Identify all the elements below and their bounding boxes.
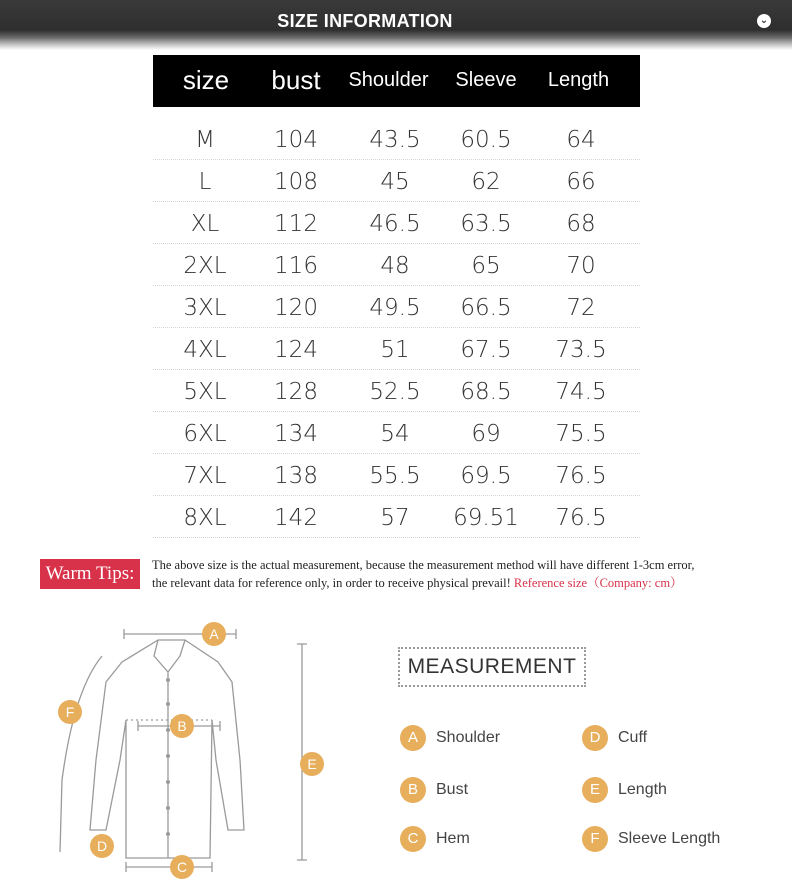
tips-line-1: The above size is the actual measurement, because the measurement method will have different 1-3cm error,: [152, 558, 695, 572]
warm-tips-text: [152, 556, 772, 592]
cell-length: 74.5: [555, 379, 607, 405]
warm-tips-badge: Warm Tips:: [40, 559, 140, 589]
cell-bust: 138: [274, 463, 318, 489]
column-header-length: Length: [547, 69, 610, 91]
table-row: [153, 454, 640, 496]
cell-shoulder: 43.5: [369, 127, 421, 153]
cell-shoulder: 57: [380, 505, 410, 531]
cell-size: 8XL: [183, 505, 227, 531]
cell-size: 3XL: [183, 295, 227, 321]
table-row: [153, 202, 640, 244]
size-table-body: [153, 118, 640, 538]
marker-e-letter: E: [307, 756, 317, 772]
cell-sleeve: 67.5: [460, 337, 512, 363]
table-row: [153, 370, 640, 412]
column-header-shoulder: Shoulder: [348, 69, 429, 91]
cell-bust: 128: [274, 379, 318, 405]
marker-a-letter: A: [209, 626, 219, 642]
cell-size: M: [195, 127, 215, 153]
cell-length: 66: [566, 169, 596, 195]
cell-size: 4XL: [183, 337, 227, 363]
table-row: [153, 328, 640, 370]
cell-sleeve: 66.5: [460, 295, 512, 321]
cell-shoulder: 45: [380, 169, 410, 195]
cell-bust: 120: [274, 295, 318, 321]
cell-length: 64: [566, 127, 596, 153]
marker-c-icon: C: [400, 826, 426, 852]
cell-length: 75.5: [555, 421, 607, 447]
legend-label: Sleeve Length: [618, 830, 721, 847]
cell-sleeve: 69.5: [460, 463, 512, 489]
cell-sleeve: 68.5: [460, 379, 512, 405]
cell-bust: 134: [274, 421, 318, 447]
cell-length: 73.5: [555, 337, 607, 363]
table-row: [153, 118, 640, 160]
cell-sleeve: 65: [471, 253, 501, 279]
cell-size: 5XL: [183, 379, 227, 405]
cell-size: XL: [190, 211, 220, 237]
cell-sleeve: 63.5: [460, 211, 512, 237]
table-row: [153, 244, 640, 286]
shirt-collar-icon: [154, 640, 185, 858]
chevron-down-icon[interactable]: ⌄: [757, 14, 771, 28]
cell-shoulder: 55.5: [369, 463, 421, 489]
table-row: [153, 160, 640, 202]
legend-label: Cuff: [618, 729, 648, 746]
column-header-bust: bust: [271, 65, 321, 95]
cell-bust: 108: [274, 169, 318, 195]
cell-length: 68: [566, 211, 596, 237]
cell-length: 72: [566, 295, 596, 321]
column-header-sleeve: Sleeve: [455, 69, 517, 91]
header-banner: [0, 0, 792, 50]
cell-bust: 124: [274, 337, 318, 363]
marker-a-icon: A: [400, 725, 426, 751]
marker-d-icon: D: [582, 725, 608, 751]
cell-size: 2XL: [183, 253, 227, 279]
legend-label: Shoulder: [436, 729, 501, 746]
marker-b-letter: B: [177, 718, 187, 734]
marker-d-letter: D: [96, 838, 108, 854]
tips-line-2-text: the relevant data for reference only, in order to receive physical prevail!: [152, 576, 511, 590]
tips-reference: Reference size（Company: cm）: [513, 576, 683, 590]
cell-shoulder: 49.5: [369, 295, 421, 321]
cell-shoulder: 54: [380, 421, 410, 447]
marker-e-icon: E: [582, 777, 608, 803]
marker-b-icon: B: [400, 777, 426, 803]
cell-length: 76.5: [555, 505, 607, 531]
cell-shoulder: 52.5: [369, 379, 421, 405]
cell-bust: 104: [274, 127, 318, 153]
marker-f-icon: F: [582, 826, 608, 852]
cell-sleeve: 69: [471, 421, 501, 447]
shirt-outline-icon: [90, 640, 244, 858]
table-row: [153, 496, 640, 538]
column-header-size: size: [182, 65, 230, 95]
cell-sleeve: 62: [471, 169, 501, 195]
marker-c-letter: C: [176, 859, 188, 875]
cell-sleeve: 60.5: [460, 127, 512, 153]
table-row: [153, 286, 640, 328]
cell-sleeve: 69.51: [453, 505, 519, 531]
cell-size: 7XL: [183, 463, 227, 489]
cell-bust: 142: [274, 505, 318, 531]
legend-label: Hem: [436, 830, 470, 847]
measurement-title: MEASUREMENT: [398, 647, 586, 687]
table-row: [153, 412, 640, 454]
page-title: SIZE INFORMATION: [277, 11, 453, 31]
tips-line-2: [152, 574, 772, 592]
legend-label: Bust: [436, 781, 469, 798]
legend-label: Length: [618, 781, 667, 798]
cell-size: L: [198, 169, 212, 195]
cell-shoulder: 46.5: [369, 211, 421, 237]
cell-size: 6XL: [183, 421, 227, 447]
cell-length: 76.5: [555, 463, 607, 489]
cell-shoulder: 48: [380, 253, 410, 279]
size-table-header: [153, 55, 640, 107]
cell-length: 70: [566, 253, 596, 279]
cell-bust: 116: [274, 253, 318, 279]
shirt-diagram: [40, 620, 400, 885]
cell-shoulder: 51: [380, 337, 410, 363]
cell-bust: 112: [274, 211, 318, 237]
marker-f-letter: F: [65, 704, 75, 720]
